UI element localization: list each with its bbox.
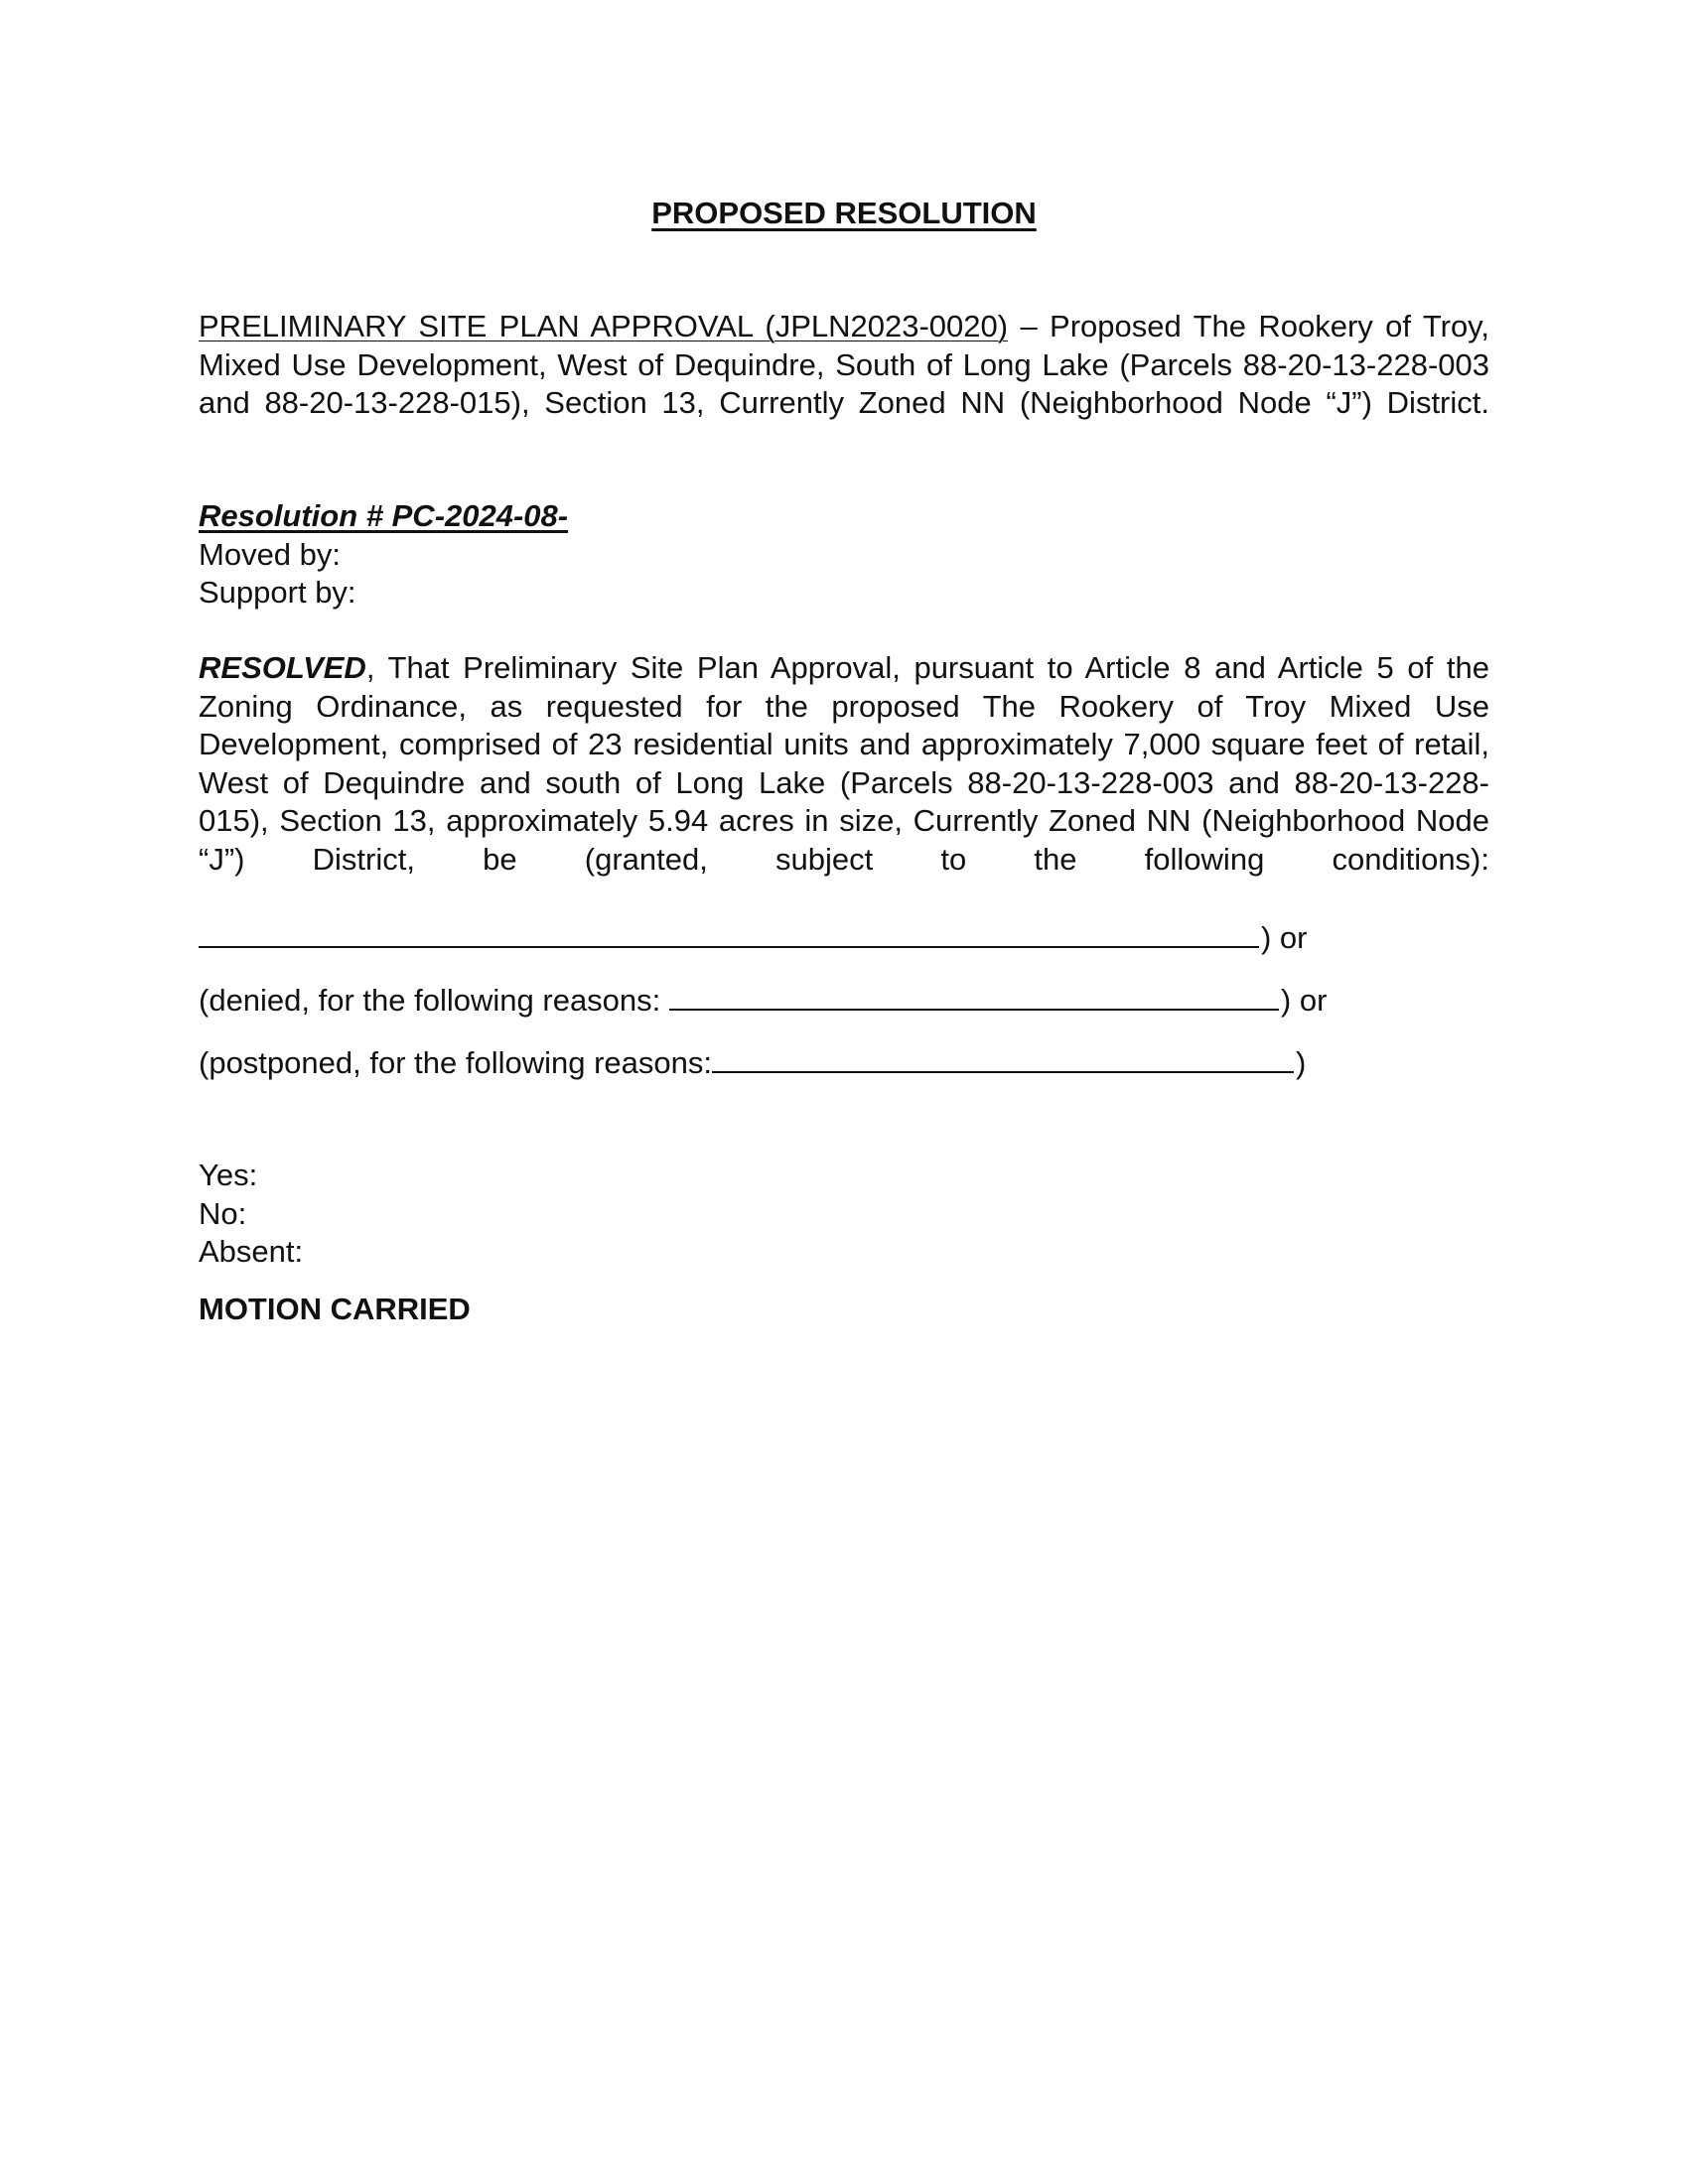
granted-conditions-blank [199, 918, 1259, 948]
vote-yes-label: Yes: [199, 1158, 258, 1192]
granted-option-end: ) or [1261, 920, 1308, 955]
agenda-heading-description: – Proposed The Rookery of Troy, Mixed Use Development, West of Dequindre, South of Long Lake (Parcels 88-20-13-228-003 and 88-20-13-228-015), Section 13, Currently Zoned NN (Neighborhood Node “J”) District. [199, 309, 1489, 420]
resolved-text: , That Preliminary Site Plan Approval, pursuant to Article 8 and Article 5 of the Zoning Ordinance, as requested for the proposed The Rookery of Troy Mixed Use Development, comprised of 23 residential units and approximately 7,000 square feet of retail, West of Dequindre and south of Long Lake (Parcels 88-20-13-228-003 and 88-20-13-228-015), Section 13, approximately 5.94 acres in size, Currently Zoned NN (Neighborhood Node “J”) District, be (granted, subject to the following conditions): [199, 650, 1489, 877]
agenda-heading-title: PRELIMINARY SITE PLAN APPROVAL (JPLN2023-0020) [199, 309, 1009, 343]
resolved-lead: RESOLVED [199, 650, 366, 685]
resolved-paragraph [199, 649, 1489, 917]
denied-option-end: ) or [1280, 983, 1328, 1018]
agenda-heading [199, 308, 1489, 461]
resolution-header [199, 497, 1489, 613]
postponed-reasons-blank [712, 1043, 1294, 1073]
denied-reasons-blank [669, 981, 1279, 1011]
denied-option [199, 981, 1489, 1021]
vote-no-label: No: [199, 1195, 247, 1231]
motion-outcome: MOTION CARRIED [199, 1292, 471, 1326]
document-title: PROPOSED RESOLUTION [651, 196, 1037, 230]
moved-by-label: Moved by: [199, 536, 342, 572]
postponed-option-end: ) [1295, 1045, 1307, 1080]
vote-tally [199, 1157, 1489, 1272]
denied-option-label: (denied, for the following reasons: [199, 983, 669, 1018]
postponed-option [199, 1043, 1489, 1083]
vote-absent-label: Absent: [199, 1234, 304, 1269]
postponed-option-label: (postponed, for the following reasons: [199, 1045, 712, 1080]
resolution-number: Resolution # PC-2024-08- [199, 498, 569, 533]
support-by-label: Support by: [199, 575, 356, 610]
granted-option [199, 918, 1489, 958]
